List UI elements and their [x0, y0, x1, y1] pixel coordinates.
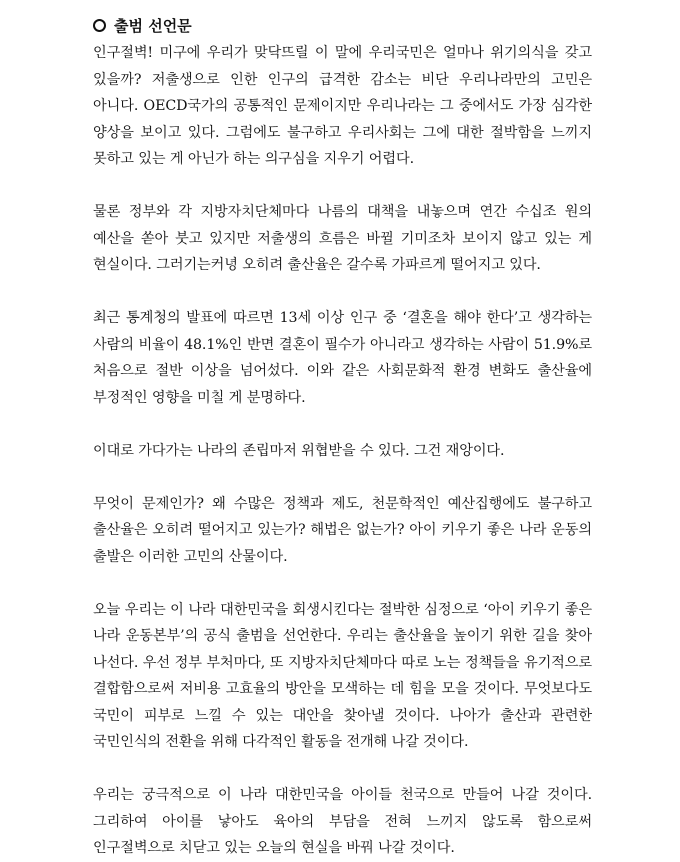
paragraph-6: 오늘 우리는 이 나라 대한민국을 회생시킨다는 절박한 심정으로 ‘아이 키우기 좋은 나라 운동본부’의 공식 출범을 선언한다. 우리는 출산율을 높이기 위한 길을 찾아 나선다. 우선 정부 부처마다, 또 지방자치단체마다 따로 노는 정책들을 유기적으로 결합함으로써 저비용 고효율의 방안을 모색하는 데 힘을 모을 것이다. 무엇보다도 국민이 피부로 느낄 수 있는 대안을 찾아낼 것이다. 나아가 출산과 관련한 국민인식의 전환을 위해 다각적인 활동을 전개해 나갈 것이다. [93, 601, 592, 750]
paragraph-5: 무엇이 문제인가? 왜 수많은 정책과 제도, 천문학적인 예산집행에도 불구하고 출산율은 오히려 떨어지고 있는가? 해법은 없는가? 아이 키우기 좋은 나라 운동의 출발은 이러한 고민의 산물이다. [93, 495, 592, 565]
paragraph-4: 이대로 가다가는 나라의 존립마저 위협받을 수 있다. 그건 재앙이다. [93, 442, 505, 459]
paragraph-7: 우리는 궁극적으로 이 나라 대한민국을 아이들 천국으로 만들어 나갈 것이다. 그리하여 아이를 낳아도 육아의 부담을 전혀 느끼지 않도록 함으로써 인구절벽으로 치닫고 있는 오늘의 현실을 바꿔 나갈 것이다. [93, 787, 592, 856]
circle-bullet-icon [93, 19, 106, 32]
paragraph-1: 인구절벽! 미구에 우리가 맞닥뜨릴 이 말에 우리국민은 얼마나 위기의식을 갖고 있을까? 저출생으로 인한 인구의 급격한 감소는 비단 우리나라만의 고민은 아니다. OECD국가의 공통적인 문제이지만 우리나라는 그 중에서도 가장 심각한 양상을 보이고 있다. 그럼에도 불구하고 우리사회는 그에 대한 절박함을 느끼지 못하고 있는 게 아닌가 하는 의구심을 지우기 어렵다. [93, 45, 593, 167]
paragraph-2: 물론 정부와 각 지방자치단체마다 나름의 대책을 내놓으며 연간 수십조 원의 예산을 쏟아 붓고 있지만 저출생의 흐름은 바뀔 기미조차 보이지 않고 있는 게 현실이다. 그러기는커녕 오히려 출산율은 갈수록 가파르게 떨어지고 있다. [93, 204, 592, 273]
paragraph-3: 최근 통계청의 발표에 따르면 13세 이상 인구 중 ‘결혼을 해야 한다’고 생각하는 사람의 비율이 48.1%인 반면 결혼이 필수가 아니라고 생각하는 사람이 51.9%로 처음으로 절반 이상을 넘어섰다. 이와 같은 사회문화적 환경 변화도 출산율에 부정적인 영향을 미칠 게 분명하다. [93, 310, 592, 406]
heading-text: 출범 선언문 [114, 16, 192, 35]
section-heading [93, 14, 592, 36]
